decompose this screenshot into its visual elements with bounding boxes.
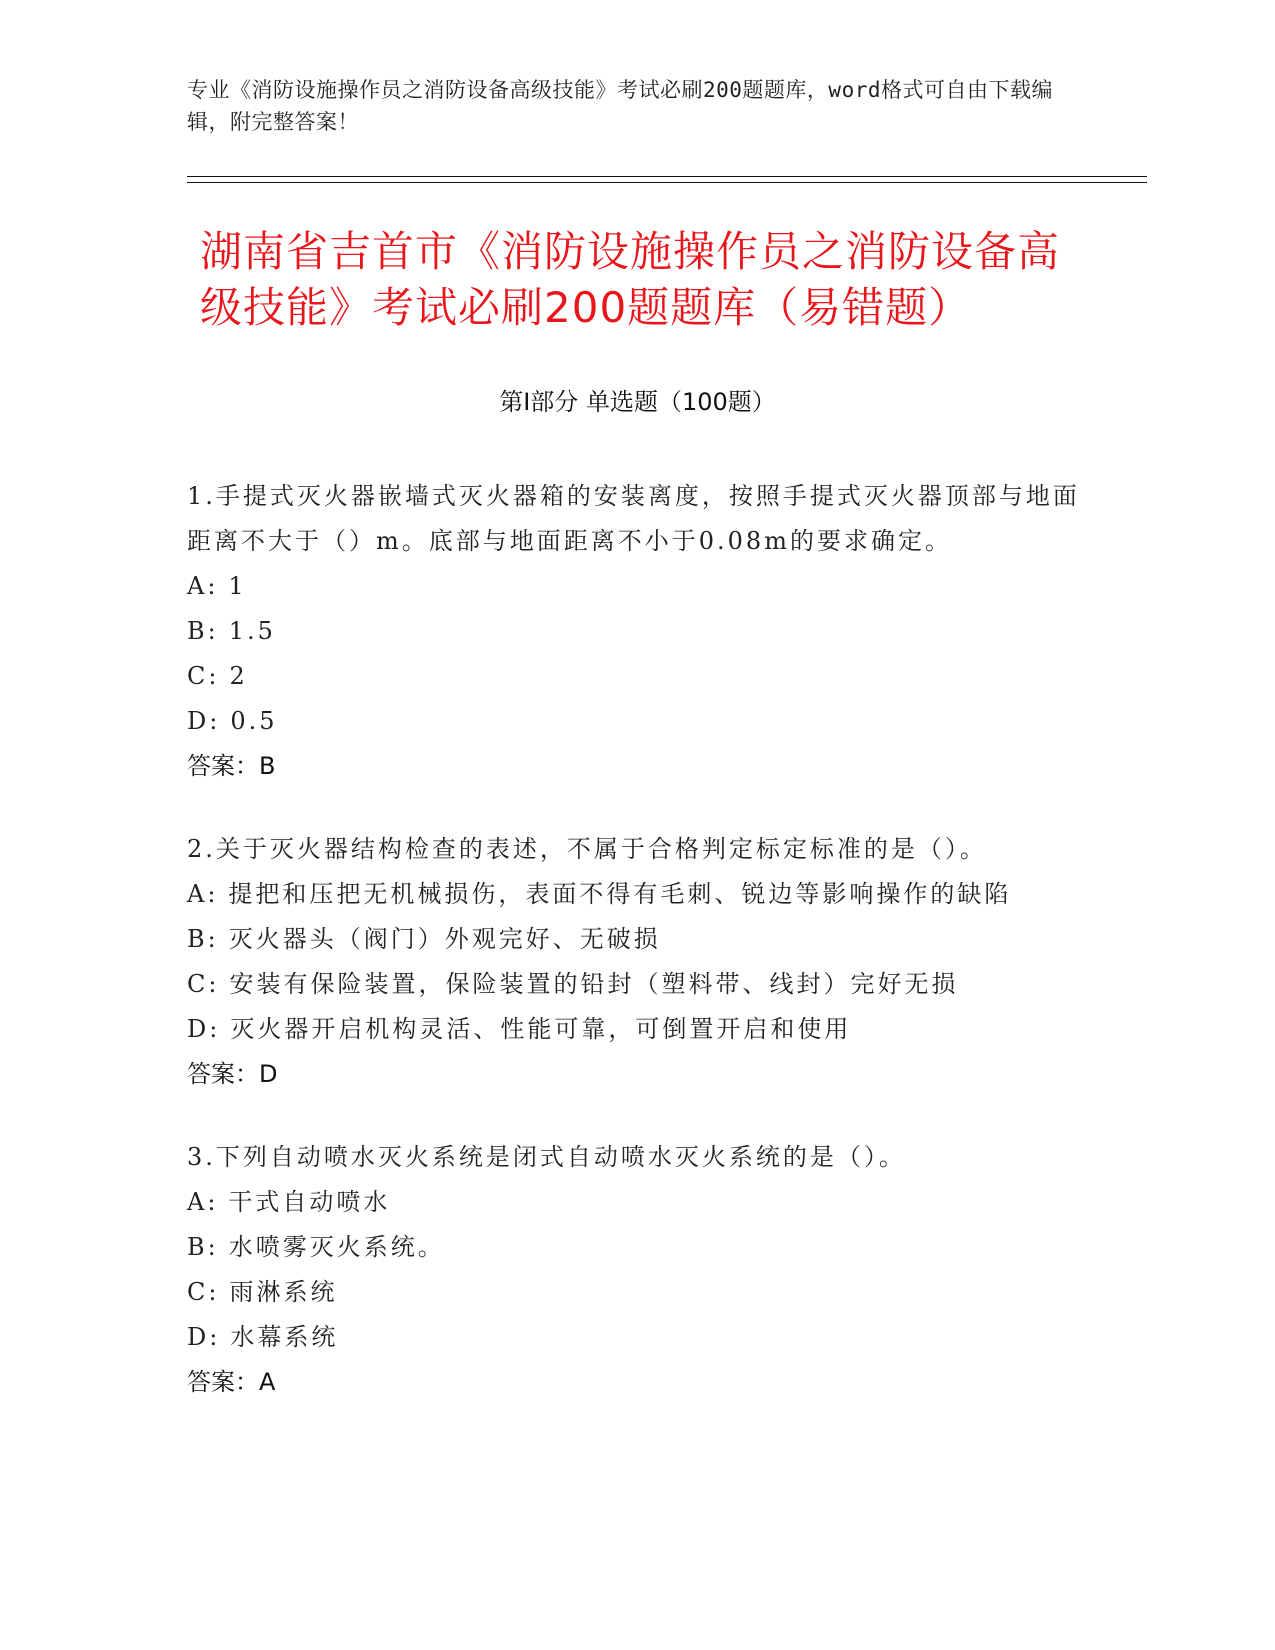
- question-stem: 2.关于灭火器结构检查的表述，不属于合格判定标定标准的是（）。: [187, 835, 987, 863]
- option-key: C:: [187, 970, 220, 998]
- option-d: [187, 699, 1087, 744]
- option-a: [187, 1180, 1087, 1225]
- question-stem: 3.下列自动喷水灭火系统是闭式自动喷水灭火系统的是（）。: [187, 1143, 906, 1171]
- option-key: B:: [187, 925, 219, 953]
- question-3: [187, 1135, 1087, 1405]
- option-b: [187, 609, 1087, 654]
- option-key: A:: [187, 880, 219, 908]
- option-text: 雨淋系统: [229, 1278, 338, 1306]
- option-text: 提把和压把无机械损伤，表面不得有毛刺、锐边等影响操作的缺陷: [228, 880, 1012, 908]
- question-stem: 1.手提式灭火器嵌墙式灭火器箱的安装离度，按照手提式灭火器顶部与地面距离不大于（）m。底部与地面距离不小于0.08m的要求确定。: [187, 482, 1080, 555]
- option-key: D:: [187, 1015, 221, 1043]
- option-text: 1: [228, 572, 247, 600]
- option-text: 水喷雾灭火系统。: [228, 1233, 445, 1261]
- option-c: [187, 654, 1087, 699]
- option-key: D:: [187, 707, 221, 735]
- option-d: [187, 1315, 1087, 1360]
- header-divider-top: [187, 176, 1147, 177]
- option-text: 水幕系统: [230, 1323, 339, 1351]
- option-text: 灭火器头（阀门）外观完好、无破损: [228, 925, 661, 953]
- page-title: 湖南省吉首市《消防设施操作员之消防设备高级技能》考试必刷200题题库（易错题）: [200, 227, 1061, 332]
- option-text: 灭火器开启机构灵活、性能可靠，可倒置开启和使用: [230, 1015, 852, 1043]
- option-text: 1.5: [228, 617, 276, 645]
- question-1: [187, 474, 1087, 789]
- option-text: 0.5: [230, 707, 278, 735]
- option-d: [187, 1007, 1087, 1052]
- header-divider-bottom: [187, 182, 1147, 183]
- option-key: B:: [187, 1233, 219, 1261]
- option-a: [187, 872, 1087, 917]
- option-c: [187, 962, 1087, 1007]
- option-key: D:: [187, 1323, 221, 1351]
- answer-line: 答案：D: [187, 1060, 278, 1088]
- option-key: B:: [187, 617, 219, 645]
- answer-line: 答案：A: [187, 1368, 276, 1396]
- option-text: 2: [229, 662, 248, 690]
- option-key: C:: [187, 662, 220, 690]
- section-heading: 第I部分 单选题（100题）: [499, 388, 776, 416]
- option-b: [187, 917, 1087, 962]
- option-key: A:: [187, 1188, 219, 1216]
- answer-line: 答案：B: [187, 752, 276, 780]
- option-key: A:: [187, 572, 219, 600]
- option-key: C:: [187, 1278, 220, 1306]
- question-list: [187, 474, 1087, 1443]
- option-c: [187, 1270, 1087, 1315]
- option-b: [187, 1225, 1087, 1270]
- option-text: 安装有保险装置，保险装置的铅封（塑料带、线封）完好无损: [229, 970, 959, 998]
- question-2: [187, 827, 1087, 1097]
- option-text: 干式自动喷水: [228, 1188, 391, 1216]
- option-a: [187, 564, 1087, 609]
- header-note: 专业《消防设施操作员之消防设备高级技能》考试必刷200题题库，word格式可自由下载编辑，附完整答案！: [187, 78, 1053, 134]
